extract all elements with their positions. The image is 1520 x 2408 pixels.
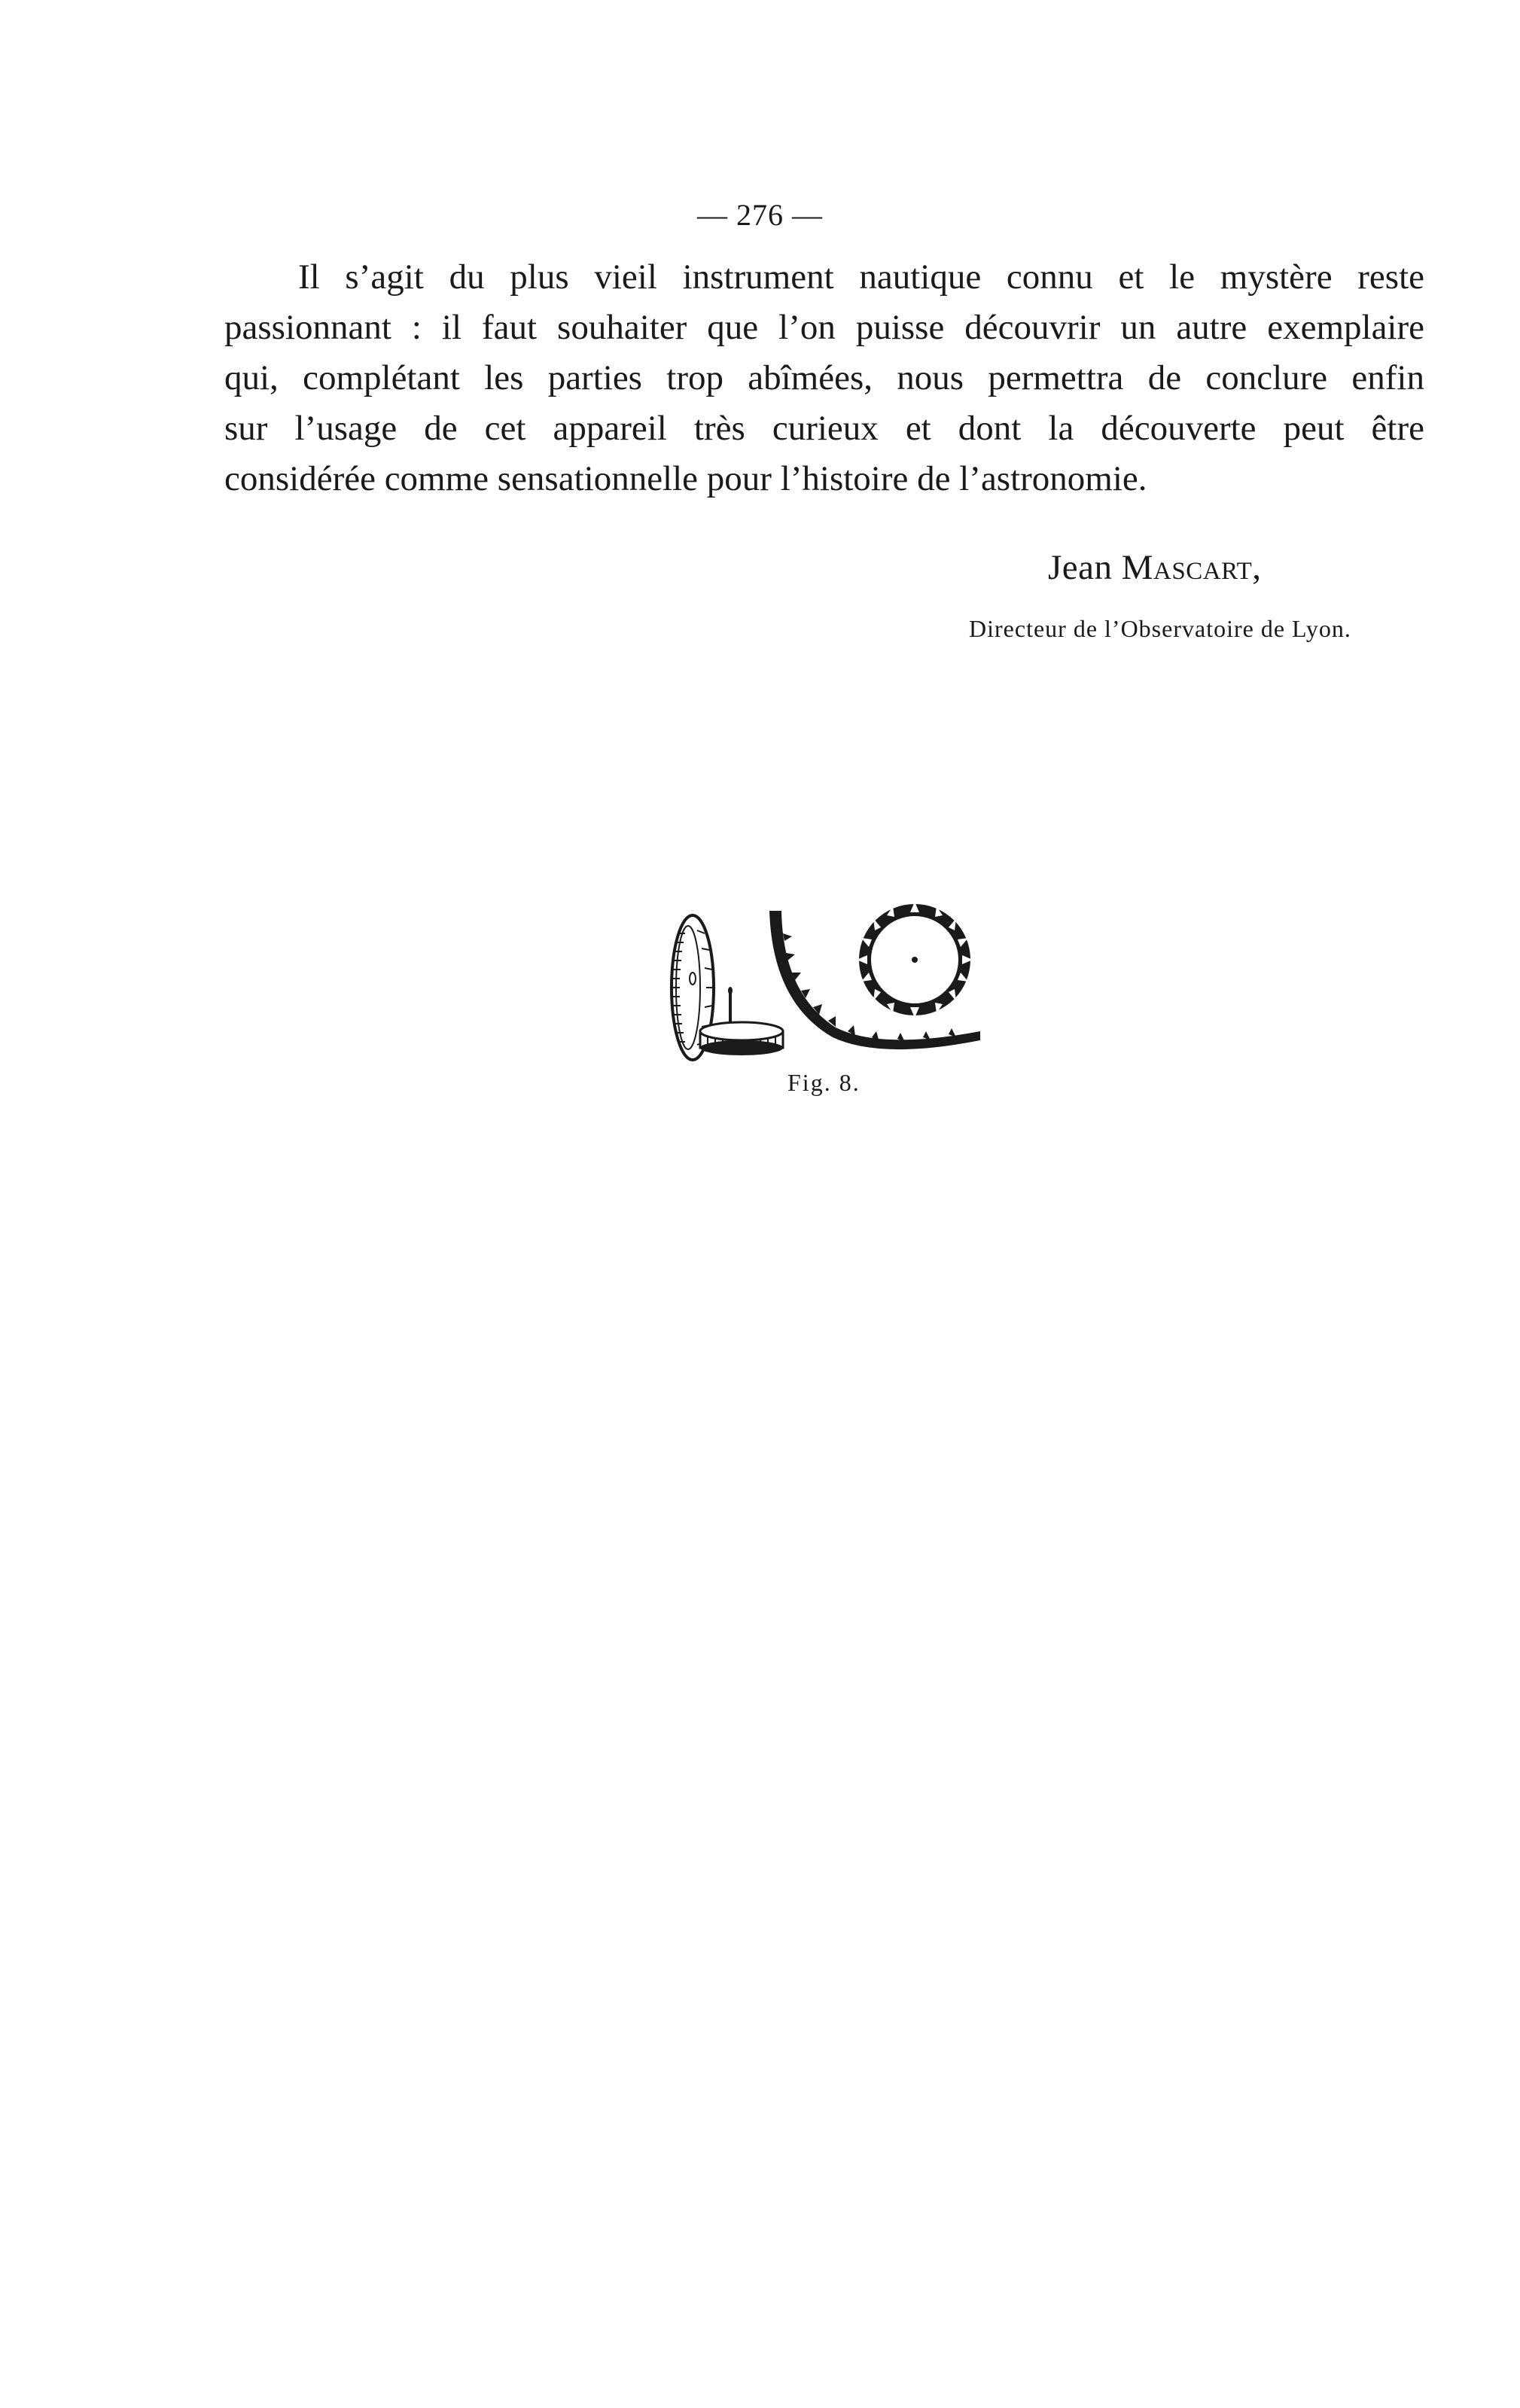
signature-comma: , bbox=[1252, 548, 1262, 587]
round-gear-wheel bbox=[857, 903, 973, 1018]
author-first-name: Jean bbox=[1048, 548, 1113, 587]
paragraph-line: sur l’usage de cet appareil très curieux et dont la découverte peut être bbox=[224, 409, 1424, 448]
gear-figure bbox=[655, 903, 1016, 1069]
author-last-name: Mascart bbox=[1121, 548, 1253, 587]
page-number: — 276 — bbox=[697, 198, 823, 232]
gear-illustration bbox=[655, 903, 1016, 1069]
paragraph-line: passionnant : il faut souhaiter que l’on puisse découvrir un autre exemplaire bbox=[224, 308, 1424, 347]
paragraph-line: Il s’agit du plus vieil instrument nautique connu et le mystère reste bbox=[298, 257, 1424, 297]
author-signature bbox=[1048, 547, 1262, 588]
paragraph-line: considérée comme sensationnelle pour l’histoire de l’astronomie. bbox=[224, 459, 1147, 498]
author-affiliation: Directeur de l’Observatoire de Lyon. bbox=[969, 615, 1351, 642]
figure-caption: Fig. 8. bbox=[787, 1069, 861, 1096]
body-paragraph bbox=[224, 252, 1424, 504]
paragraph-line: qui, complétant les parties trop abîmées, nous permettra de conclure enfin bbox=[224, 358, 1424, 397]
